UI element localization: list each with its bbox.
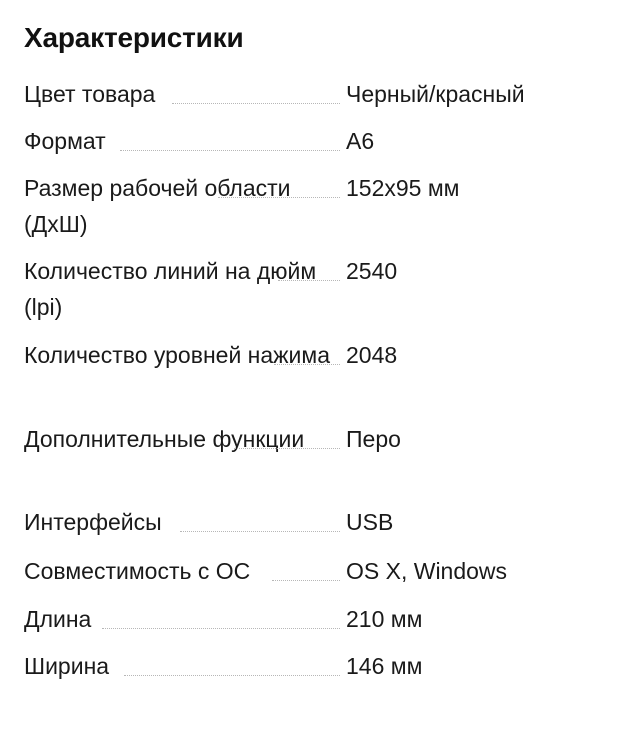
spec-name-text: Количество уровней нажима [24,342,331,368]
spec-name-text: Интерфейсы [24,509,162,535]
dotted-leader [272,580,340,581]
dotted-leader [124,675,340,676]
dotted-leader [180,531,340,532]
spec-value: 210 мм [346,606,423,632]
spec-name-text: Количество линий на дюйм (lpi) [24,258,317,320]
spec-name-text: Цвет товара [24,81,156,107]
spec-value: USB [346,509,394,535]
spec-name [24,337,344,373]
spec-name [24,170,344,242]
spec-name-text: Длина [24,606,92,632]
spec-name [24,123,344,159]
spec-value: 146 мм [346,653,423,679]
spec-row-work-area [24,170,604,260]
spec-name-text: Формат [24,128,106,154]
spec-row-width [24,648,604,738]
spec-name [24,504,344,540]
dotted-leader [218,197,340,198]
dotted-leader [274,364,340,365]
spec-name [24,648,344,684]
dotted-leader [234,448,340,449]
spec-name-text: Ширина [24,653,110,679]
spec-row-lpi [24,253,604,343]
spec-value: 2048 [346,342,398,368]
spec-name-text: Дополнительные функции [24,426,305,452]
spec-name-text: Совместимость с ОС [24,558,251,584]
spec-value: 152x95 мм [346,175,460,201]
spec-name [24,421,344,457]
spec-name [24,76,344,112]
spec-value: А6 [346,128,375,154]
spec-name [24,601,344,637]
dotted-leader [278,280,340,281]
dotted-leader [102,628,340,629]
spec-value: Перо [346,426,401,452]
section-title: Характеристики [24,22,244,53]
spec-value: Черный/красный [346,81,525,107]
spec-value: 2540 [346,258,398,284]
spec-name [24,553,344,589]
spec-row-pressure-levels [24,337,604,427]
dotted-leader [120,150,340,151]
spec-row-extra-functions [24,421,604,511]
spec-value: OS X, Windows [346,558,508,584]
dotted-leader [172,103,340,104]
spec-name-text: Размер рабочей области (ДхШ) [24,175,291,237]
spec-name [24,253,344,325]
